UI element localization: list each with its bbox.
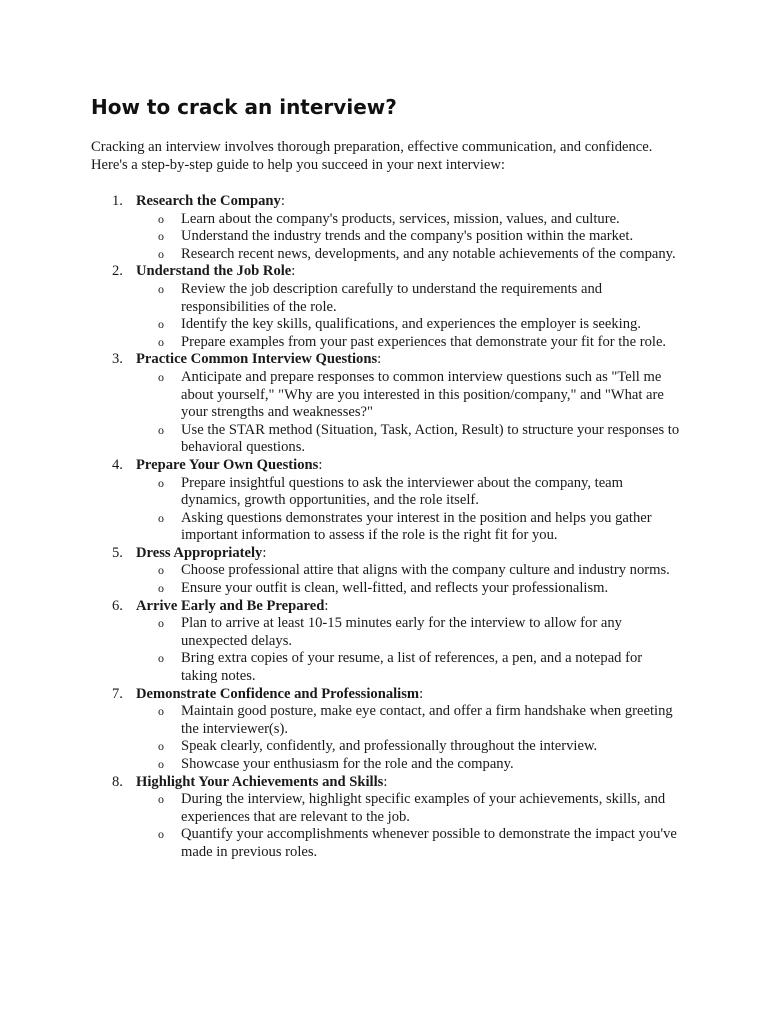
step-heading (136, 686, 681, 704)
step-item (91, 545, 681, 598)
bullet-text: Review the job description carefully to understand the requirements and responsibilities of the role. (181, 280, 603, 315)
bullet-item (136, 615, 681, 650)
circle-bullet-icon: o (158, 281, 164, 296)
step-number: 5. (112, 544, 123, 561)
document-title: How to crack an interview? (91, 95, 397, 119)
bullet-list (136, 791, 681, 861)
bullet-text: Ensure your outfit is clean, well-fitted, and reflects your professionalism. (181, 580, 609, 597)
step-title-colon: : (324, 597, 329, 614)
circle-bullet-icon: o (158, 757, 164, 771)
circle-bullet-icon: o (158, 422, 164, 437)
circle-bullet-icon: o (158, 317, 164, 332)
bullet-item (136, 703, 681, 738)
circle-bullet-icon: o (158, 739, 164, 754)
bullet-item (136, 580, 681, 598)
circle-bullet-icon: o (158, 211, 164, 226)
step-number: 2. (112, 263, 123, 280)
step-title: Research the Company (136, 193, 281, 209)
bullet-item (136, 738, 681, 756)
bullet-item (136, 791, 681, 826)
bullet-item (136, 246, 681, 264)
step-heading (136, 457, 681, 475)
step-heading (136, 545, 681, 563)
bullet-text: Use the STAR method (Situation, Task, Action, Result) to structure your responses to behavioral questions. (181, 421, 680, 456)
bullet-text: Prepare examples from your past experiences that demonstrate your fit for the role. (181, 333, 667, 350)
step-number: 7. (112, 685, 123, 702)
circle-bullet-icon: o (158, 563, 164, 578)
bullet-list (136, 562, 681, 597)
bullet-item (136, 756, 681, 774)
step-number: 1. (112, 193, 123, 209)
bullet-text: Speak clearly, confidently, and professionally throughout the interview. (181, 738, 598, 755)
bullet-text: Showcase your enthusiasm for the role and the company. (181, 756, 514, 772)
bullet-text: Research recent news, developments, and any notable achievements of the company. (181, 245, 676, 262)
circle-bullet-icon: o (158, 792, 164, 807)
step-title-colon: : (280, 193, 285, 209)
bullet-list (136, 281, 681, 351)
step-title-colon: : (383, 773, 388, 790)
step-item (91, 457, 681, 545)
step-heading (136, 193, 681, 211)
step-title: Dress Appropriately (136, 544, 263, 561)
bullet-text: Anticipate and prepare responses to common interview questions such as "Tell me about yourself," "Why are you interested in this position/company," and "What are your strengths and weaknesses?" (181, 368, 664, 421)
bullet-item (136, 228, 681, 246)
bullet-item (136, 281, 681, 316)
bullet-text: Choose professional attire that aligns with the company culture and industry norms. (181, 562, 670, 579)
bullet-text: Plan to arrive at least 10-15 minutes early for the interview to allow for any unexpected delays. (181, 615, 622, 649)
step-title: Practice Common Interview Questions (136, 351, 378, 368)
step-heading (136, 598, 681, 616)
bullet-text: During the interview, highlight specific examples of your achievements, skills, and experiences that are relevant to the job. (181, 791, 666, 825)
step-heading (136, 774, 681, 792)
step-number: 4. (112, 456, 123, 473)
step-title: Understand the Job Role (136, 263, 292, 280)
circle-bullet-icon: o (158, 369, 164, 384)
intro-paragraph: Cracking an interview involves thorough preparation, effective communication, and confidence. Here's a step-by-step guide to help you succeed in your next interview: (91, 139, 653, 173)
bullet-item (136, 369, 681, 422)
step-item (91, 774, 681, 862)
circle-bullet-icon: o (158, 616, 164, 631)
step-item (91, 686, 681, 774)
circle-bullet-icon: o (158, 229, 164, 244)
bullet-list (136, 211, 681, 264)
circle-bullet-icon: o (158, 510, 164, 525)
bullet-item (136, 510, 681, 545)
circle-bullet-icon: o (158, 704, 164, 719)
bullet-text: Maintain good posture, make eye contact, and offer a firm handshake when greeting the interviewer(s). (181, 703, 673, 737)
steps-list (91, 193, 681, 862)
step-title-colon: : (377, 351, 382, 368)
step-title: Prepare Your Own Questions (136, 456, 319, 473)
bullet-text: Understand the industry trends and the company's position within the market. (181, 228, 634, 245)
circle-bullet-icon: o (158, 651, 164, 666)
bullet-item (136, 211, 681, 229)
circle-bullet-icon: o (158, 581, 164, 596)
bullet-item (136, 826, 681, 861)
circle-bullet-icon: o (158, 334, 164, 349)
step-title-colon: : (291, 263, 296, 280)
step-title-colon: : (419, 685, 424, 702)
bullet-text: Bring extra copies of your resume, a list of references, a pen, and a notepad for taking notes. (181, 650, 643, 685)
circle-bullet-icon: o (158, 475, 164, 490)
bullet-item (136, 475, 681, 510)
bullet-list (136, 475, 681, 545)
bullet-text: Asking questions demonstrates your interest in the position and helps you gather important information to assess if the role is the right fit for you. (181, 509, 652, 544)
bullet-item (136, 316, 681, 334)
bullet-text: Quantify your accomplishments whenever possible to demonstrate the impact you've made in previous roles. (181, 826, 677, 860)
step-heading (136, 263, 681, 281)
step-number: 3. (112, 351, 123, 368)
bullet-text: Identify the key skills, qualifications, and experiences the employer is seeking. (181, 316, 641, 333)
bullet-list (136, 703, 681, 773)
bullet-item (136, 650, 681, 685)
bullet-item (136, 334, 681, 352)
bullet-list (136, 369, 681, 457)
bullet-text: Learn about the company's products, services, mission, values, and culture. (181, 210, 620, 227)
step-item (91, 263, 681, 351)
circle-bullet-icon: o (158, 827, 164, 842)
step-item (91, 351, 681, 457)
bullet-item (136, 562, 681, 580)
step-number: 8. (112, 773, 123, 790)
step-title: Highlight Your Achievements and Skills (136, 773, 384, 790)
circle-bullet-icon: o (158, 246, 164, 261)
step-title: Demonstrate Confidence and Professionalism (136, 685, 420, 702)
step-item (91, 193, 681, 263)
step-title: Arrive Early and Be Prepared (136, 597, 325, 614)
bullet-text: Prepare insightful questions to ask the interviewer about the company, team dynamics, growth opportunities, and the role itself. (181, 474, 624, 509)
step-item (91, 598, 681, 686)
step-title-colon: : (318, 456, 323, 473)
step-title-colon: : (262, 544, 267, 561)
bullet-list (136, 615, 681, 685)
step-heading (136, 351, 681, 369)
step-number: 6. (112, 597, 123, 614)
bullet-item (136, 422, 681, 457)
